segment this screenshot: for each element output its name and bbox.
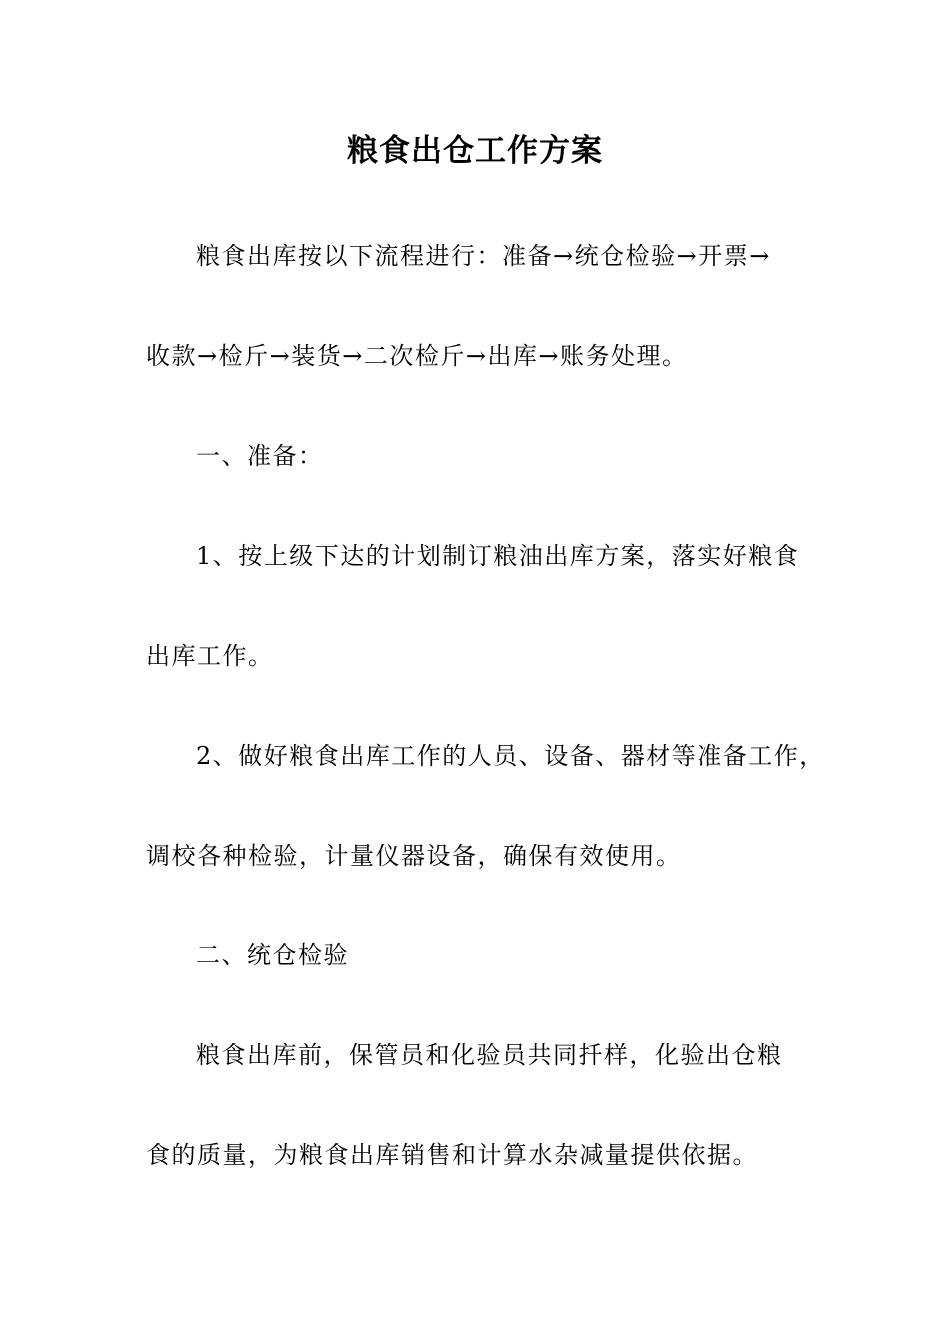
paragraph-line: 2、做好粮食出库工作的人员、设备、器材等准备工作， (196, 742, 825, 770)
section-heading: 二、统仓检验 (196, 941, 349, 969)
paragraph-line: 1、按上级下达的计划制订粮油出库方案，落实好粮食 (196, 542, 800, 570)
paragraph-line: 粮食出库按以下流程进行：准备→统仓检验→开票→ (196, 242, 771, 270)
paragraph-line: 收款→检斤→装货→二次检斤→出库→账务处理。 (146, 342, 688, 370)
paragraph-line: 食的质量，为粮食出库销售和计算水杂减量提供依据。 (146, 1141, 758, 1169)
document-title: 粮食出仓工作方案 (347, 133, 603, 169)
paragraph-line: 出库工作。 (146, 642, 274, 670)
paragraph-line: 粮食出库前，保管员和化验员共同扦样，化验出仓粮 (196, 1041, 783, 1069)
paragraph-line: 调校各种检验，计量仪器设备，确保有效使用。 (146, 842, 682, 870)
section-heading: 一、准备： (196, 442, 324, 470)
